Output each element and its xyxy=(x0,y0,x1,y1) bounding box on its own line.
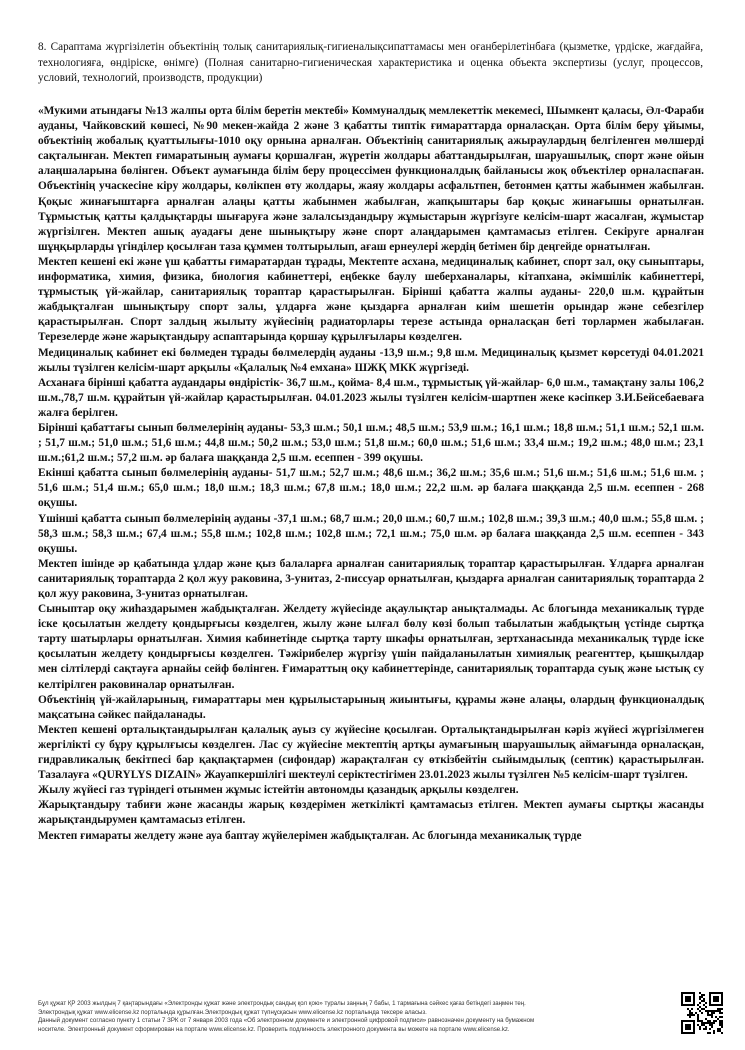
paragraph-first-floor-classrooms: Бірінші қабаттағы сынып бөлмелерінің ауданы- 53,3 ш.м.; 50,1 ш.м.; 48,5 ш.м.; 53,9 ш.м.; 16,1 ш.м.; 18,8 ш.м.; 51,1 ш.м.; 52,1 ш.м. ; 51,7 ш.м.; 51,0 ш.м.; 51,6 ш.м.; 44,8 ш.м.; 50,2 ш.м.; 53,0 ш.м.; 51,8 ш.м.; 60,0 ш.м.; 51,6 ш.м.; 33,4 ш.м.; 19,2 ш.м.; 48,0 ш.м.; 23,1 ш.м.;61,2 ш.м.; 57,2 ш.м. әр балаға шаққанда 2,5 ш.м. есеппен - 399 оқушы. xyxy=(38,421,704,465)
paragraph-second-floor-classrooms: Екінші қабатта сынып бөлмелерінің ауданы- 51,7 ш.м.; 52,7 ш.м.; 48,6 ш.м.; 36,2 ш.м.; 35,6 ш.м.; 51,6 ш.м.; 51,6 ш.м.; 51,6 ш.м. ; 51,6 ш.м.; 51,4 ш.м.; 65,0 ш.м.; 18,0 ш.м.; 18,3 ш.м.; 67,8 ш.м.; 18,0 ш.м.; 22,2 ш.м. әр балаға шаққанда 2,5 ш.м. есеппен - 268 оқушы. xyxy=(38,467,704,510)
qr-code-graphic xyxy=(681,992,723,1034)
footer-legal-notice xyxy=(38,1000,668,1034)
paragraph-canteen: Асханаға бірінші қабатта аудандары өндірістік- 36,7 ш.м., қойма- 8,4 ш.м., тұрмыстық үй-жайлар- 6,0 ш.м., тамақтану залы 106,2 ш.м.,78,7 ш.м. құрайтын үй-жайлар қарастырылған. 04.01.2023 жылы түзілген келісім-шартпен жеке кәсіпкер З.И.Бейсебаеваға жалға берілген. xyxy=(38,376,704,419)
paragraph-heating: Жылу жүйесі газ түріндегі отынмен жұмыс істейтін автономды қазандық арқылы көзделген. xyxy=(38,784,519,797)
paragraph-furniture-ventilation: Сыныптар оқу жиһаздарымен жабдықталған. Желдету жүйесінде ақаулықтар анықталмады. Ас блогында механикалық түрде іске қосылатын желдету қондырғысы көзделген, жылу және ылғал бөлу көзі болып табылатын жабдықтың үстінде сыртқа тарту шатырлары орнатылған. Химия кабинетінде сыртқа тарту шкафы орнатылған, зертханасында механикалық түрде іске қосылатын желдету қондырғысы көзделген. Тәжірибелер жүргізу үшін пайдаланылатын химиялық реагенттер, қышқылдар мен сілтілерді сақтауға арнайы сейф бөлінген. Ғимараттың оқу кабинеттерінде, санитариялық торaптарда суық және ыстық су келтірілген раковиналар орнатылған. xyxy=(38,603,704,691)
document-body xyxy=(38,104,704,844)
paragraph-ventilation: Мектеп ғимараты желдету және ауа баптау жүйелерімен жабдықталған. Ас блогында механикалық түрде xyxy=(38,829,582,842)
qr-code-icon xyxy=(681,992,723,1034)
paragraph-sanitary-units: Мектеп ішінде әр қабатында ұлдар және қыз балаларға арналған санитариялық торaптар қарастырылған. Ұлдарға арналған санитариялық торaптарда 2 қол жуу раковина, 3-унитаз, 2-писсуар орнатылған, қыздарға арналған санитариялық торaптарда 2 қол жуу раковина, 3-унитаз орнатылған. xyxy=(38,557,704,600)
paragraph-school-description: «Мукими атындағы №13 жалпы орта білім беретін мектебі» Коммуналдық мемлекеттік мекемесі, Шымкент қаласы, Әл-Фараби ауданы, Чайковский көшесі, №90 мекен-жайда 2 және 3 қабатты типтік ғимараттарда орналасқан. Орта білім беру ұйымы, объектінің жобалық қуаттылығы-1010 оқу орнына арналған. Объектінің санитариялық ажыраулардың белгіленген мөлшерді сақталынған. Мектеп ғимаратының аумағы қоршалған, жүретін жолдары абаттандырылған, шаруашылық, спорт және ойын алаңшаларына бөлінген. Объект аумағында білім беру процессімен функционалдық байланысы жоқ объектілер орналаспаған. Объектінің учаскесіне кіру жолдары, көлікпен өту жолдары, жаяу жолдары асфальтпен, бетонмен қатты жабынмен жабылған. Қоқыс жинағыштарға арналған алаңы қатты жабынмен жабылған, жапқыштары бар қоқыс жинағышы орнатылған. Тұрмыстық қатты қалдықтарды шығаруға және залалсыздандыру жұмыстарын жүргізуге келісім-шарт жасалған, жұмыстар жүргізілген. Мектеп ашық ауадағы дене шынықтыру және спорт алаңдарымен қамтамасыз етілген. Секіруге арналған шұңқырларды үгінділер қосылған таза құммен толтырылып, ағаш ернеулері жердің бетімен бір деңгейде орнатылған. xyxy=(38,105,704,253)
paragraph-third-floor-classrooms: Үшінші қабатта сынып бөлмелерінің ауданы -37,1 ш.м.; 68,7 ш.м.; 20,0 ш.м.; 60,7 ш.м.; 102,8 ш.м.; 39,3 ш.м.; 40,0 ш.м.; 55,8 ш.м. ; 58,3 ш.м.; 58,3 ш.м.; 67,4 ш.м.; 55,8 ш.м.; 102,8 ш.м.; 102,8 ш.м.; 72,1 ш.м.; 75,0 ш.м. әр балаға шаққанда 2,5 ш.м. есеппен - 343 оқушы. xyxy=(38,512,704,555)
footer-line: носителе. Электронный документ сформирован на портале www.elicense.kz. Проверить подлинность электронного документа вы можете на портале www.elicense.kz. xyxy=(38,1025,510,1033)
paragraph-building-layout: Мектеп кешені екі және үш қабатты ғимаратардан тұрады, Мектепте асхана, медициналық кабинет, спорт зал, оқу сыныптары, информатика, химия, физика, биология кабинеттері, еңбекке баулу шеберханалары, кітапхана, әкімшілік кабинеттері, тұрмыстық үй-жайлар, санитариялық торaптар қарастырылған. Бірінші қабатта жалпы ауданы- 220,0 ш.м. құрайтын жабдықталған шынықтыру спорт залы, ұлдарға және қыздарға арналған киім шешетін орындар және себезгілер қарастырылған. Спорт залдың жылыту жүйесінің радиаторлары терезе астында орналасқан беті торлармен жабылаған. Терезелерде және жарықтандыру аспаптарында қоршау құрылғылары көзделген. xyxy=(38,255,704,344)
paragraph-premises-usage: Объектінің үй-жайларының, ғимараттары мен құрылыстарының жиынтығы, құрамы және алаңы, олардың функционалдық мақсатына сәйкес пайдаланады. xyxy=(38,693,704,721)
paragraph-water-sewerage: Мектеп кешені орталықтандырылған қалалық ауыз су жүйесіне қосылған. Орталықтандырылған кәріз жүйесі жүргізілмеген жергілікті су бұру құрылғысы көзделген. Лас су жүйесіне мектептің артқы аумағының шаруашылық аймағында орналасқан, гидравликалық бекітпесі бар қақпақтармен (сифондар) жарақталған су өткізбейтін сыйымдылық (септик) қарастырылған. Тазалауға «QURYLYS DIZAIN» Жауапкершілігі шектеулі серіктестігімен 23.01.2023 жылы түзілген №5 келісім-шарт түзілген. xyxy=(38,723,704,782)
footer-line: Электрондық құжат www.elicense.kz порталында құрылған.Электрондық құжат түпнұсқасын www.elicense.kz порталында тексере аласыз. xyxy=(38,1008,427,1016)
paragraph-medical-office: Медициналық кабинет екі бөлмеден тұрады бөлмелердің ауданы -13,9 ш.м.; 9,8 ш.м. Медициналық қызмет көрсетуді 04.01.2021 жылы түзілген келісім-шарт арқылы «Қалалық №4 емхана» ШЖҚ МКК жүргізеді. xyxy=(38,346,704,374)
footer-line: Данный документ согласно пункту 1 статьи 7 ЗРК от 7 января 2003 года «Об электронном документе и электронной цифровой подписи» равнозначен документу на бумажном xyxy=(38,1017,535,1025)
footer-line: Бұл құжат ҚР 2003 жылдың 7 қаңтарындағы «Электронды құжат және электрондық сандық қол қою» туралы заңның 7 бабы, 1 тармағына сәйкес қағаз бетіндегі заңмен тең. xyxy=(38,1000,526,1007)
paragraph-lighting: Жарықтандыру табиғи және жасанды жарық көздерімен жеткілікті қамтамасыз етілген. Мектеп аумағы сыртқы жасанды жарықтандырумен қамтамасыз етілген. xyxy=(38,799,704,827)
section-heading: 8. Сараптама жүргізілетін объектінің толық санитариялық-гигиеналықсипаттамасы мен оғанберілетінбаға (қызметке, үрдіске, жағдайға, технологияға, өндіріске, өнімге) (Полная санитарно-гигиеническая характеристика и оценка объекта экспертизы (услуг, процессов, условий, технологий, производств, продукции) xyxy=(38,41,703,84)
